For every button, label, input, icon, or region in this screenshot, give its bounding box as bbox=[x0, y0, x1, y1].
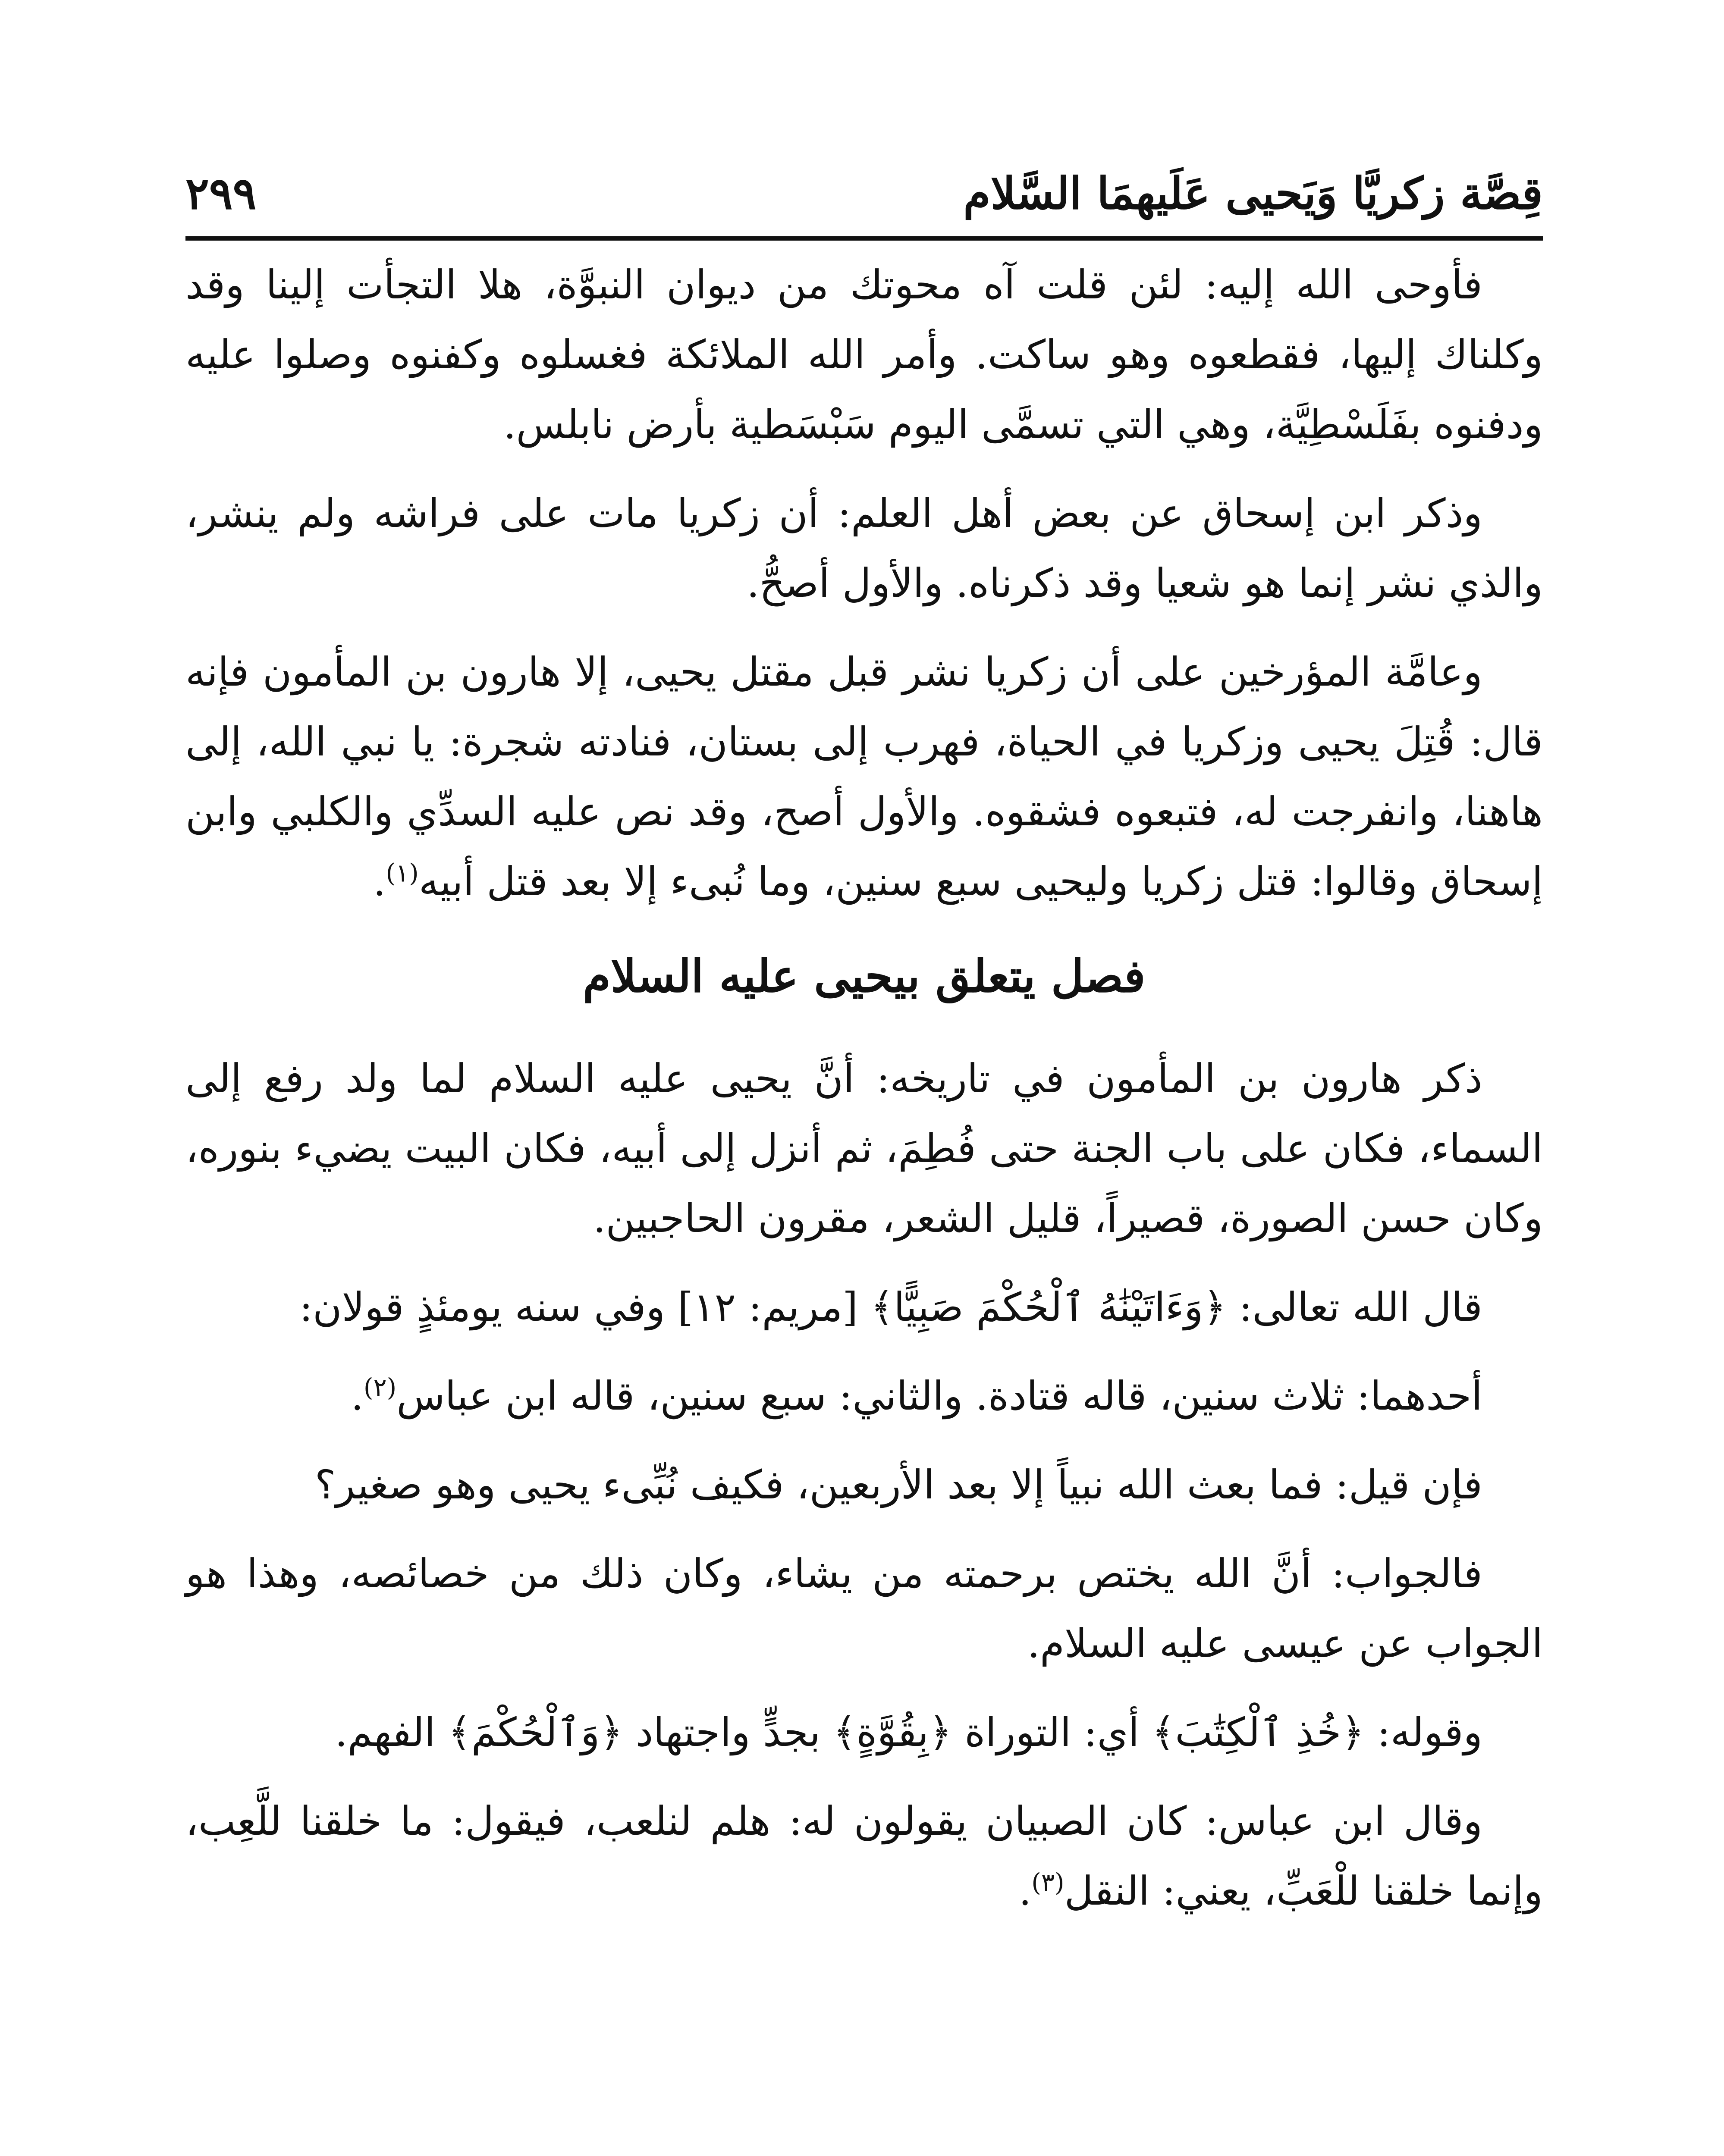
paragraph-answer: فالجواب: أنَّ الله يختص برحمته من يشاء، وكان ذلك من خصائصه، وهذا هو الجواب عن عيسى عليه السلام. bbox=[185, 1551, 1543, 1667]
footnote-ref-1: (١) bbox=[386, 858, 419, 888]
paragraph-question: فإن قيل: فما بعث الله نبياً إلا بعد الأربعين، فكيف نُبِّىء يحيى وهو صغير؟ bbox=[314, 1462, 1482, 1508]
page-number: ٢٩٩ bbox=[185, 167, 257, 219]
paragraph-two-opinions: أحدهما: ثلاث سنين، قاله قتادة. والثاني: سبع سنين، قاله ابن عباس$^{(٢)}$. bbox=[351, 1373, 1482, 1420]
paragraph-quran-verse: قال الله تعالى: ﴿وَءَاتَيْنَٰهُ ٱلْحُكْمَ صَبِيًّا﴾ [مريم: ١٢] وفي سنه يومئذٍ قولان: bbox=[299, 1284, 1482, 1331]
footnote-ref-3: (٣) bbox=[1031, 1868, 1065, 1897]
paragraph-tafsir: وقوله: ﴿خُذِ ٱلْكِتَٰبَ﴾ أي: التوراة ﴿بِقُوَّةٍ﴾ بجدٍّ واجتهاد ﴿وَٱلْحُكْمَ﴾ الفهم. bbox=[335, 1709, 1482, 1756]
paragraph-historians: وعامَّة المؤرخين على أن زكريا نشر قبل مقتل يحيى، إلا هارون بن المأمون فإنه قال: قُتِلَ يحيى وزكريا في الحياة، فهرب إلى بستان، فنادته شجرة: يا نبي الله، إلى هاهنا، وانفرجت له، فتبعوه فشقوه. والأول أصح، وقد نص عليه السدِّي والكلبي وابن إسحاق وقالوا: قتل زكريا وليحيى سبع سنين، وما نُبىء إلا بعد قتل أبيه$^{(١)}$. bbox=[185, 649, 1543, 905]
paragraph-ibn-abbas: وقال ابن عباس: كان الصبيان يقولون له: هلم لنلعب، فيقول: ما خلقنا للَّعِب، وإنما خلقنا للْعَبِّ، يعني: النقل$^{(٣)}$. bbox=[185, 1798, 1543, 1915]
header-rule bbox=[185, 236, 1543, 241]
paragraph-death-of-zakariya: فأوحى الله إليه: لئن قلت آه محوتك من ديوان النبوَّة، هلا التجأت إلينا وقد وكلناك إليها، فقطعوه وهو ساكت. وأمر الله الملائكة فغسلوه وكفنوه وصلوا عليه ودفنوه بفَلَسْطِيَّة، وهي التي تسمَّى اليوم سَبْسَطية بأرض نابلس. bbox=[185, 262, 1543, 448]
footnote-ref-2: (٢) bbox=[363, 1373, 397, 1402]
page-body bbox=[185, 250, 1543, 1945]
section-title: فصل يتعلق بيحيى عليه السلام bbox=[583, 950, 1146, 1003]
page-header bbox=[185, 142, 1543, 220]
paragraph-ibn-ishaq: وذكر ابن إسحاق عن بعض أهل العلم: أن زكريا مات على فراشه ولم ينشر، والذي نشر إنما هو شعيا وقد ذكرناه. والأول أصحُّ. bbox=[185, 490, 1543, 606]
running-title: قِصَّة زكريَّا وَيَحيى عَلَيهمَا السَّلام bbox=[963, 167, 1543, 219]
paragraph-birth-of-yahya: ذكر هارون بن المأمون في تاريخه: أنَّ يحيى عليه السلام لما ولد رفع إلى السماء، فكان على باب الجنة حتى فُطِمَ، ثم أنزل إلى أبيه، فكان البيت يضيء بنوره، وكان حسن الصورة، قصيراً، قليل الشعر، مقرون الحاجبين. bbox=[185, 1056, 1543, 1242]
